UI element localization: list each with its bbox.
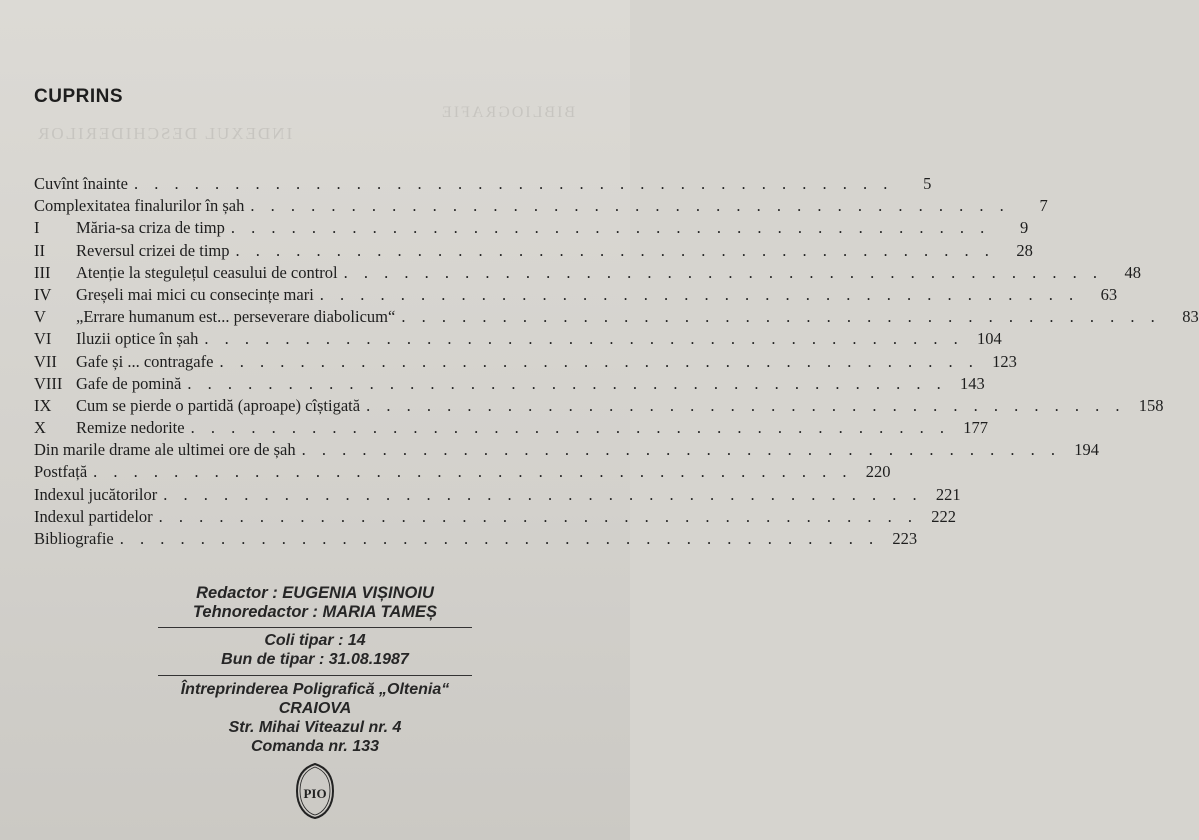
toc-entry-page: 5	[923, 174, 932, 193]
imprint-printer: Întreprinderea Poligrafică „Oltenia“	[180, 681, 450, 698]
dot-leader: . . . . . . . . . . . . . . . . . . . . . . . . . . . . . . . . . . . . . .	[250, 196, 1010, 216]
toc-entry-page: 28	[1016, 240, 1033, 260]
toc-entry	[34, 373, 985, 395]
dot-leader: . . . . . . . . . . . . . . . . . . . . . . . . . . . . . . . . . . . . . .	[401, 307, 1161, 327]
toc-entry-title: „Errare humanum est... perseverare diabolicum“	[76, 307, 396, 327]
toc-entry	[34, 217, 1029, 239]
dot-leader: . . . . . . . . . . . . . . . . . . . . . . . . . . . . . . . . . . . . . .	[235, 240, 995, 260]
toc-entry-number: X	[34, 418, 46, 438]
toc-entry-number: VII	[34, 351, 57, 371]
show-through-heading: BIBLIOGRAFIE	[440, 104, 576, 121]
imprint-print-date: Bun de tipar : 31.08.1987	[221, 651, 409, 668]
dot-leader: . . . . . . . . . . . . . . . . . . . . . . . . . . . . . . . . . . . . . .	[343, 262, 1103, 282]
toc-entry-title: Măria-sa criza de timp	[76, 218, 225, 238]
toc-entry	[34, 262, 1141, 284]
toc-entry-title: Iluzii optice în șah	[76, 329, 199, 349]
imprint-tech-editor: Tehnoredactor : MARIA TAMEȘ	[192, 603, 438, 621]
toc-entry-page: 177	[963, 418, 988, 438]
toc-entry	[34, 195, 1048, 217]
toc-title: CUPRINS	[34, 86, 124, 107]
toc-entry-page: 222	[931, 506, 957, 526]
toc-entry-number: IV	[34, 284, 52, 304]
imprint-city: CRAIOVA	[278, 700, 352, 717]
show-through-heading: INDEXUL DESCHIDERILOR	[36, 124, 293, 143]
toc-entry-page: 194	[1074, 440, 1099, 460]
toc-entry-number: II	[34, 240, 45, 260]
toc-entry-number: V	[34, 307, 46, 327]
toc-entry-title: Gafe de pomină	[76, 373, 182, 393]
dot-leader: . . . . . . . . . . . . . . . . . . . . . . . . . . . . . . . . . . . . . .	[133, 174, 894, 193]
toc-entry-title: Cum se pierde o partidă (aproape) cîștigată	[76, 395, 361, 415]
toc-entry	[34, 284, 1118, 306]
toc-entry	[34, 461, 891, 483]
toc-entry-page: 220	[865, 462, 891, 482]
printer-logo-icon	[295, 762, 335, 820]
toc-entry-title: Cuvînt înainte	[34, 174, 128, 193]
toc-entry	[34, 506, 957, 528]
toc-entry-number: I	[34, 218, 40, 238]
dot-leader: . . . . . . . . . . . . . . . . . . . . . . . . . . . . . . . . . . . . . .	[119, 529, 880, 548]
toc-entry-page: 158	[1138, 395, 1164, 415]
toc-entry	[34, 417, 988, 439]
toc-entry-page: 104	[976, 329, 1002, 349]
toc-entry	[34, 306, 1199, 328]
toc-entry-title: Atenție la stegulețul ceasului de control	[76, 262, 338, 282]
toc-entry	[34, 351, 1017, 373]
toc-entry-title: Din marile drame ale ultimei ore de șah	[34, 440, 296, 460]
toc-entry-number: VI	[34, 329, 52, 349]
toc-entry-number: III	[34, 262, 51, 282]
toc-entry-title: Reversul crizei de timp	[76, 240, 230, 260]
toc-entry-page: 221	[935, 484, 961, 504]
toc-entry-title: Indexul jucătorilor	[34, 484, 158, 504]
dot-leader: . . . . . . . . . . . . . . . . . . . . . . . . . . . . . . . . . . . . . .	[190, 418, 950, 438]
toc-entry-number: VIII	[34, 373, 63, 393]
toc-entry	[34, 484, 961, 506]
dot-leader: . . . . . . . . . . . . . . . . . . . . . . . . . . . . . . . . . . . . . .	[187, 373, 947, 393]
imprint-editor: Redactor : EUGENIA VIȘINOIU	[196, 584, 434, 602]
toc-entry	[34, 328, 1002, 350]
toc-entry	[34, 528, 918, 550]
toc-entry-title: Postfață	[34, 462, 88, 482]
toc-entry	[34, 395, 1164, 417]
divider	[158, 675, 472, 676]
toc-entry	[34, 439, 1099, 461]
toc-entry-page: 83	[1182, 307, 1199, 327]
toc-entry-title: Remize nedorite	[76, 418, 185, 438]
dot-leader: . . . . . . . . . . . . . . . . . . . . . . . . . . . . . . . . . . . . . .	[163, 484, 923, 504]
dot-leader: . . . . . . . . . . . . . . . . . . . . . . . . . . . . . . . . . . . . . .	[93, 462, 853, 482]
logo-monogram: PIO	[303, 786, 327, 801]
toc-entry	[34, 240, 1033, 262]
toc-entry-page: 223	[892, 529, 918, 548]
toc-entry-page: 9	[1020, 218, 1029, 238]
toc-entry-page: 7	[1039, 196, 1048, 216]
dot-leader: . . . . . . . . . . . . . . . . . . . . . . . . . . . . . . . . . . . . . .	[204, 329, 964, 349]
dot-leader: . . . . . . . . . . . . . . . . . . . . . . . . . . . . . . . . . . . . . .	[301, 440, 1061, 460]
toc-entry-page: 143	[960, 373, 985, 393]
imprint-sheets: Coli tipar : 14	[264, 632, 366, 649]
dot-leader: . . . . . . . . . . . . . . . . . . . . . . . . . . . . . . . . . . . . . .	[366, 395, 1126, 415]
imprint-street: Str. Mihai Viteazul nr. 4	[228, 719, 402, 736]
toc-entry-title: Bibliografie	[34, 529, 114, 548]
table-of-contents	[34, 173, 1199, 550]
dot-leader: . . . . . . . . . . . . . . . . . . . . . . . . . . . . . . . . . . . . . .	[158, 506, 919, 526]
imprint-order: Comanda nr. 133	[250, 738, 380, 755]
toc-entry-page: 63	[1100, 284, 1118, 304]
divider	[158, 627, 472, 628]
toc-entry-title: Gafe și ... contragafe	[76, 351, 214, 371]
toc-entry-page: 48	[1124, 262, 1141, 282]
toc-entry-title: Indexul partidelor	[34, 506, 153, 526]
toc-entry-title: Greșeli mai mici cu consecințe mari	[76, 284, 314, 304]
toc-entry-page: 123	[992, 351, 1017, 371]
dot-leader: . . . . . . . . . . . . . . . . . . . . . . . . . . . . . . . . . . . . . .	[230, 218, 991, 238]
toc-entry	[34, 173, 932, 195]
dot-leader: . . . . . . . . . . . . . . . . . . . . . . . . . . . . . . . . . . . . . .	[319, 284, 1080, 304]
dot-leader: . . . . . . . . . . . . . . . . . . . . . . . . . . . . . . . . . . . . . .	[219, 351, 979, 371]
toc-entry-number: IX	[34, 395, 52, 415]
toc-entry-title: Complexitatea finalurilor în șah	[34, 196, 245, 216]
